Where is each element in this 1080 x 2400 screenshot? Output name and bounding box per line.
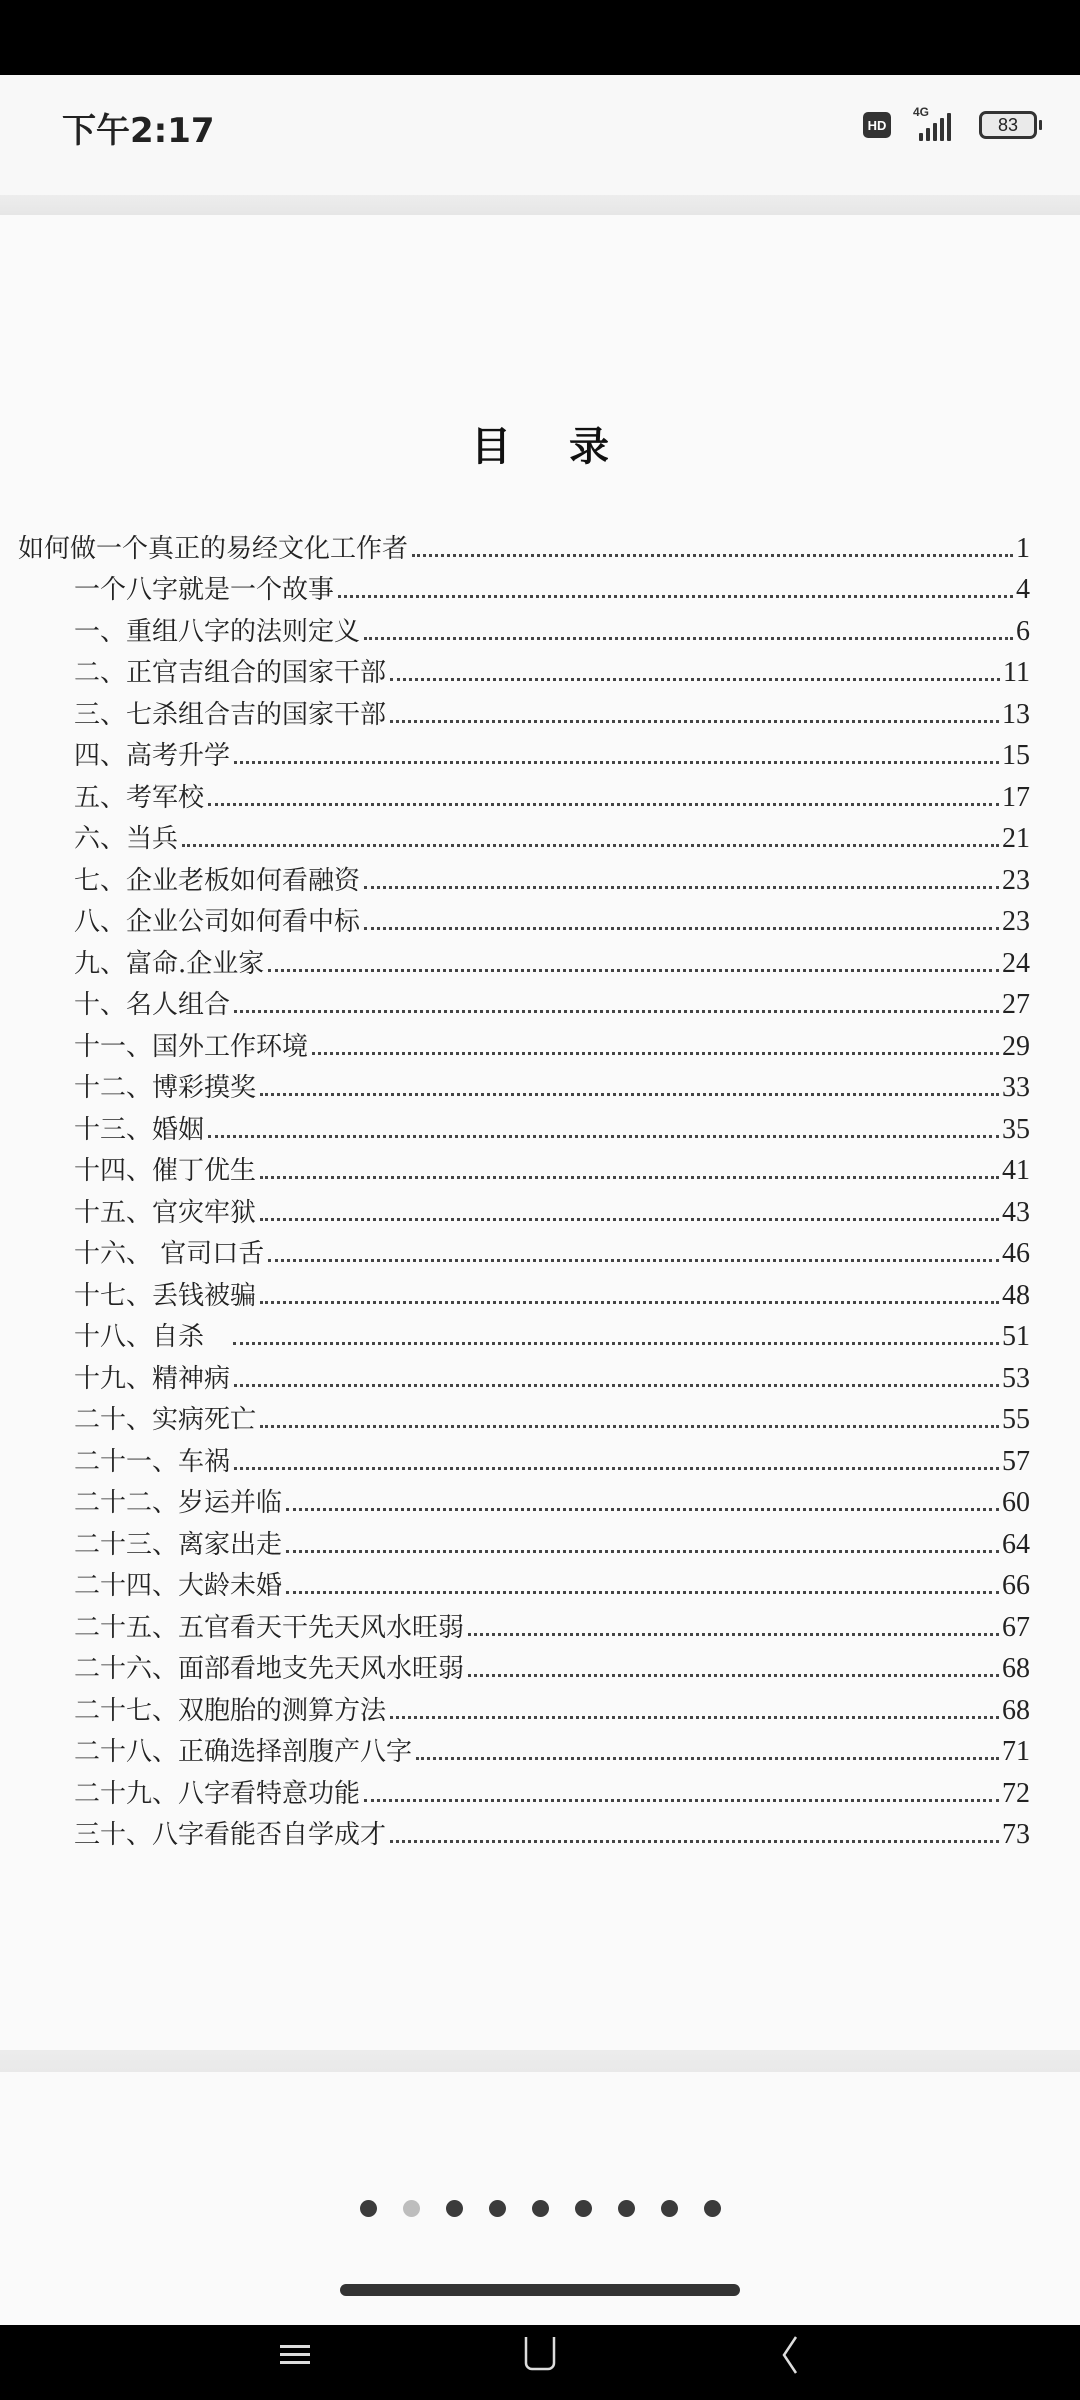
toc-entry-page: 43 bbox=[1002, 1196, 1030, 1228]
page-dot[interactable] bbox=[704, 2200, 721, 2217]
network-type: 4G bbox=[913, 105, 930, 119]
page-dot[interactable] bbox=[360, 2200, 377, 2217]
page-dot[interactable] bbox=[618, 2200, 635, 2217]
toc-entry[interactable] bbox=[18, 689, 1030, 731]
toc-leader-dots bbox=[364, 927, 999, 930]
toc-entry-label: 二十一、车祸 bbox=[74, 1446, 231, 1477]
page-separator-top bbox=[0, 195, 1080, 215]
toc-leader-dots bbox=[312, 1052, 999, 1055]
toc-entry[interactable] bbox=[18, 1146, 1030, 1188]
toc-entry-page: 67 bbox=[1002, 1611, 1030, 1643]
toc-entry[interactable] bbox=[18, 1229, 1030, 1271]
toc-entry-page: 55 bbox=[1002, 1404, 1030, 1435]
toc-entry-page: 53 bbox=[1002, 1362, 1030, 1394]
back-icon bbox=[780, 2335, 800, 2375]
toc-entry-page: 51 bbox=[1002, 1321, 1030, 1352]
toc-entry[interactable] bbox=[18, 814, 1030, 856]
toc-entry-label: 十五、官灾牢狱 bbox=[74, 1197, 257, 1228]
status-time: 下午2:17 bbox=[62, 111, 215, 151]
toc-entry-label: 九、富命.企业家 bbox=[74, 948, 265, 979]
toc-entry-page: 6 bbox=[1016, 615, 1030, 647]
page-dot[interactable] bbox=[489, 2200, 506, 2217]
toc-entry-label: 二十、实病死亡 bbox=[74, 1405, 257, 1435]
toc-entry-page: 46 bbox=[1002, 1238, 1030, 1269]
toc-leader-dots bbox=[364, 1799, 999, 1802]
toc-entry-page: 29 bbox=[1002, 1030, 1030, 1062]
toc-list bbox=[18, 523, 1030, 1851]
battery-icon bbox=[979, 111, 1042, 139]
toc-leader-dots bbox=[182, 844, 999, 847]
toc-entry[interactable] bbox=[18, 731, 1030, 773]
toc-leader-dots bbox=[390, 720, 999, 723]
toc-entry-label: 一个八字就是一个故事 bbox=[74, 575, 335, 605]
toc-leader-dots bbox=[468, 1633, 999, 1636]
toc-leader-dots bbox=[468, 1674, 999, 1677]
toc-entry-label: 二十八、正确选择剖腹产八字 bbox=[74, 1737, 413, 1767]
toc-entry-label: 十七、丢钱被骗 bbox=[74, 1280, 257, 1311]
toc-entry[interactable] bbox=[18, 1561, 1030, 1603]
toc-entry[interactable] bbox=[18, 1810, 1030, 1852]
toc-leader-dots bbox=[416, 1757, 999, 1760]
toc-entry-label: 二十六、面部看地支先天风水旺弱 bbox=[74, 1654, 465, 1684]
toc-leader-dots bbox=[390, 678, 1000, 681]
toc-entry-label: 二十七、双胞胎的测算方法 bbox=[74, 1695, 387, 1726]
toc-entry-label: 十九、精神病 bbox=[74, 1363, 231, 1394]
toc-leader-dots bbox=[364, 886, 999, 889]
toc-entry[interactable] bbox=[18, 1187, 1030, 1229]
hd-voice-icon: HD bbox=[863, 112, 891, 138]
document-page[interactable] bbox=[0, 215, 1080, 2055]
toc-entry-page: 72 bbox=[1002, 1777, 1030, 1809]
page-separator-bottom bbox=[0, 2050, 1080, 2072]
toc-entry[interactable] bbox=[18, 855, 1030, 897]
toc-entry-label: 如何做一个真正的易经文化工作者 bbox=[18, 533, 409, 564]
toc-entry[interactable] bbox=[18, 897, 1030, 939]
toc-entry-label: 十二、博彩摸奖 bbox=[74, 1073, 257, 1103]
toc-entry-label: 二十三、离家出走 bbox=[74, 1529, 283, 1560]
page-dot[interactable] bbox=[661, 2200, 678, 2217]
toc-entry-label: 二十四、大龄未婚 bbox=[74, 1571, 283, 1601]
toc-entry[interactable] bbox=[18, 1063, 1030, 1105]
toc-leader-dots bbox=[390, 1840, 999, 1843]
toc-entry-page: 23 bbox=[1002, 864, 1030, 896]
page-indicator[interactable] bbox=[0, 2200, 1080, 2217]
toc-entry-label: 八、企业公司如何看中标 bbox=[74, 907, 361, 937]
toc-leader-dots bbox=[260, 1218, 999, 1221]
toc-leader-dots bbox=[338, 595, 1013, 598]
toc-entry[interactable] bbox=[18, 1104, 1030, 1146]
toc-entry[interactable] bbox=[18, 980, 1030, 1022]
toc-entry[interactable] bbox=[18, 606, 1030, 648]
toc-entry[interactable] bbox=[18, 1436, 1030, 1478]
toc-leader-dots bbox=[234, 1467, 999, 1470]
toc-entry-label: 三、七杀组合吉的国家干部 bbox=[74, 699, 387, 730]
toc-entry[interactable] bbox=[18, 1312, 1030, 1354]
page-dot[interactable] bbox=[403, 2200, 420, 2217]
toc-entry-label: 二、正官吉组合的国家干部 bbox=[74, 658, 387, 688]
toc-entry[interactable] bbox=[18, 1519, 1030, 1561]
toc-entry-page: 17 bbox=[1002, 781, 1030, 813]
toc-entry-label: 十六、 官司口舌 bbox=[74, 1239, 265, 1269]
cellular-signal-icon bbox=[905, 107, 965, 143]
toc-leader-dots bbox=[208, 1135, 999, 1138]
toc-entry-page: 41 bbox=[1002, 1155, 1030, 1186]
toc-entry[interactable] bbox=[18, 1685, 1030, 1727]
toc-leader-dots bbox=[286, 1508, 999, 1511]
status-icons bbox=[863, 105, 1042, 145]
toc-entry-page: 35 bbox=[1002, 1113, 1030, 1145]
toc-entry-page: 66 bbox=[1002, 1570, 1030, 1601]
toc-entry[interactable] bbox=[18, 1644, 1030, 1686]
toc-leader-dots bbox=[364, 637, 1013, 640]
toc-leader-dots bbox=[208, 803, 999, 806]
home-indicator-bar[interactable] bbox=[340, 2284, 740, 2296]
toc-entry-page: 4 bbox=[1016, 574, 1030, 605]
toc-entry[interactable] bbox=[18, 938, 1030, 980]
page-dot[interactable] bbox=[532, 2200, 549, 2217]
toc-entry-label: 二十五、五官看天干先天风水旺弱 bbox=[74, 1612, 465, 1643]
toc-entry-label: 五、考军校 bbox=[74, 782, 205, 813]
toc-entry-page: 73 bbox=[1002, 1819, 1030, 1850]
toc-leader-dots bbox=[260, 1301, 999, 1304]
toc-entry[interactable] bbox=[18, 1353, 1030, 1395]
toc-leader-dots bbox=[233, 1342, 999, 1345]
toc-entry-page: 23 bbox=[1002, 906, 1030, 937]
toc-entry-page: 48 bbox=[1002, 1279, 1030, 1311]
page-dot[interactable] bbox=[575, 2200, 592, 2217]
top-black-bar bbox=[0, 0, 1080, 75]
toc-entry-label: 二十九、八字看特意功能 bbox=[74, 1778, 361, 1809]
home-button[interactable] bbox=[500, 2325, 580, 2385]
toc-leader-dots bbox=[234, 761, 999, 764]
toc-entry-page: 11 bbox=[1003, 657, 1030, 688]
toc-entry[interactable] bbox=[18, 648, 1030, 690]
toc-entry-label: 十三、婚姻 bbox=[74, 1114, 205, 1145]
toc-title: 目 录 bbox=[471, 423, 631, 470]
toc-leader-dots bbox=[234, 1384, 999, 1387]
toc-entry-page: 68 bbox=[1002, 1653, 1030, 1684]
toc-entry-label: 三十、八字看能否自学成才 bbox=[74, 1820, 387, 1850]
toc-entry[interactable] bbox=[18, 1478, 1030, 1520]
toc-entry-label: 七、企业老板如何看融资 bbox=[74, 865, 361, 896]
toc-entry-page: 57 bbox=[1002, 1445, 1030, 1477]
toc-entry-label: 十、名人组合 bbox=[74, 990, 231, 1020]
toc-entry-label: 十一、国外工作环境 bbox=[74, 1031, 309, 1062]
recent-apps-button[interactable] bbox=[255, 2325, 335, 2385]
toc-entry-page: 33 bbox=[1002, 1072, 1030, 1103]
toc-entry-label: 一、重组八字的法则定义 bbox=[74, 616, 361, 647]
toc-entry-page: 60 bbox=[1002, 1487, 1030, 1518]
toc-entry-label: 十八、自杀 bbox=[74, 1322, 229, 1352]
toc-entry-page: 15 bbox=[1002, 740, 1030, 771]
toc-entry[interactable] bbox=[18, 772, 1030, 814]
toc-entry-page: 1 bbox=[1016, 532, 1030, 564]
toc-leader-dots bbox=[286, 1591, 999, 1594]
toc-entry-label: 六、当兵 bbox=[74, 824, 179, 854]
toc-leader-dots bbox=[260, 1093, 999, 1096]
toc-leader-dots bbox=[268, 1259, 999, 1262]
toc-entry-page: 13 bbox=[1002, 698, 1030, 730]
toc-leader-dots bbox=[390, 1716, 999, 1719]
status-bar bbox=[0, 75, 1080, 195]
toc-leader-dots bbox=[234, 1010, 999, 1013]
page-dot[interactable] bbox=[446, 2200, 463, 2217]
toc-leader-dots bbox=[260, 1176, 999, 1179]
battery-level: 83 bbox=[979, 111, 1037, 139]
toc-entry[interactable] bbox=[18, 523, 1030, 565]
toc-entry[interactable] bbox=[18, 1395, 1030, 1437]
back-button[interactable] bbox=[750, 2325, 830, 2385]
toc-entry-page: 71 bbox=[1002, 1736, 1030, 1767]
toc-entry[interactable] bbox=[18, 1021, 1030, 1063]
toc-leader-dots bbox=[412, 554, 1013, 557]
toc-entry-page: 64 bbox=[1002, 1528, 1030, 1560]
home-icon bbox=[524, 2337, 556, 2373]
toc-entry-label: 十四、催丁优生 bbox=[74, 1156, 257, 1186]
menu-icon bbox=[280, 2343, 310, 2367]
viewer-footer bbox=[0, 2072, 1080, 2325]
toc-entry[interactable] bbox=[18, 1602, 1030, 1644]
toc-entry-label: 二十二、岁运并临 bbox=[74, 1488, 283, 1518]
system-nav-bar bbox=[0, 2325, 1080, 2400]
toc-entry[interactable] bbox=[18, 1270, 1030, 1312]
toc-leader-dots bbox=[286, 1550, 999, 1553]
toc-entry-page: 27 bbox=[1002, 989, 1030, 1020]
toc-entry-page: 68 bbox=[1002, 1694, 1030, 1726]
toc-entry-page: 21 bbox=[1002, 823, 1030, 854]
toc-entry-label: 四、高考升学 bbox=[74, 741, 231, 771]
toc-leader-dots bbox=[260, 1425, 999, 1428]
toc-entry-page: 24 bbox=[1002, 947, 1030, 979]
toc-entry[interactable] bbox=[18, 1727, 1030, 1769]
toc-entry[interactable] bbox=[18, 1768, 1030, 1810]
toc-entry[interactable] bbox=[18, 565, 1030, 607]
toc-leader-dots bbox=[268, 969, 999, 972]
